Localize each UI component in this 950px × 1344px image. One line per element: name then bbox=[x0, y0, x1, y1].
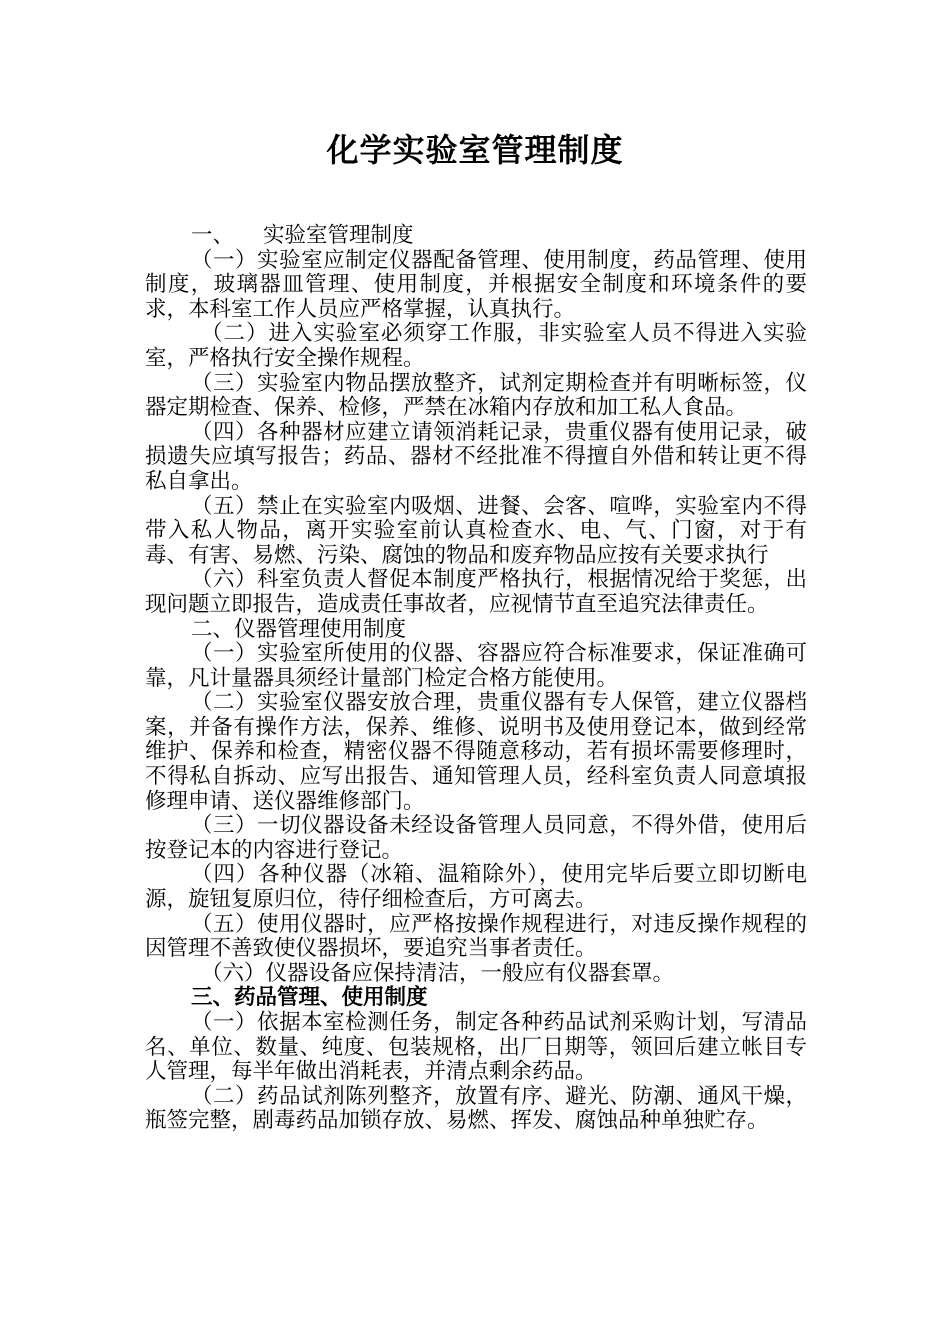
paragraph: （二）药品试剂陈列整齐，放置有序、避光、防潮、通风干燥，瓶签完整，剧毒药品加锁存放、易燃、挥发、腐蚀品种单独贮存。 bbox=[145, 1083, 807, 1134]
paragraph: （三）实验室内物品摆放整齐，试剂定期检查并有明晰标签，仪器定期检查、保养、检修，严禁在冰箱内存放和加工私人食品。 bbox=[145, 370, 807, 421]
paragraph: （五）禁止在实验室内吸烟、进餐、会客、喧哗，实验室内不得带入私人物品，离开实验室前认真检查水、电、气、门窗，对于有毒、有害、易燃、污染、腐蚀的物品和废弃物品应按有关要求执行 bbox=[145, 493, 807, 568]
paragraph: （一）实验室所使用的仪器、容器应符合标准要求，保证准确可靠，凡计量器具须经计量部门检定合格方能使用。 bbox=[145, 641, 807, 691]
paragraph: （六）科室负责人督促本制度严格执行，根据情况给于奖惩，出现问题立即报告，造成责任事故者，应视情节直至追究法律责任。 bbox=[145, 567, 807, 617]
paragraph: （四）各种仪器（冰箱、温箱除外），使用完毕后要立即切断电源，旋钮复原归位，待仔细检查后，方可离去。 bbox=[145, 862, 807, 913]
section-heading-number: 一、 bbox=[191, 223, 235, 248]
paragraph: （一）实验室应制定仪器配备管理、使用制度，药品管理、使用制度，玻璃器皿管理、使用制度，并根据安全制度和环境条件的要求，本科室工作人员应严格掌握，认真执行。 bbox=[145, 247, 807, 322]
paragraph: （三）一切仪器设备未经设备管理人员同意，不得外借，使用后按登记本的内容进行登记。 bbox=[145, 813, 807, 863]
section-heading-2: 二、仪器管理使用制度 bbox=[191, 616, 407, 642]
document-title: 化学实验室管理制度 bbox=[326, 131, 624, 169]
paragraph: （二）实验室仪器安放合理，贵重仪器有专人保管，建立仪器档案，并备有操作方法，保养、维修、说明书及使用登记本，做到经常维护、保养和检查，精密仪器不得随意移动，若有损坏需要修理时，不得私自拆动、应写出报告、通知管理人员，经科室负责人同意填报修理申请、送仪器维修部门。 bbox=[145, 690, 807, 814]
document-body bbox=[145, 224, 807, 1134]
paragraph: （四）各种器材应建立请领消耗记录，贵重仪器有使用记录，破损遗失应填写报告；药品、器材不经批准不得擅自外借和转让更不得私自拿出。 bbox=[145, 419, 807, 494]
section-heading-1 bbox=[145, 224, 807, 249]
paragraph: （六）仪器设备应保持清洁，一般应有仪器套罩。 bbox=[201, 960, 675, 986]
paragraph: （五）使用仪器时，应严格按操作规程进行，对违反操作规程的因管理不善致使仪器损坏，要追究当事者责任。 bbox=[145, 911, 807, 962]
paragraph: （一）依据本室检测任务，制定各种药品试剂采购计划，写清品名、单位、数量、纯度、包装规格，出厂日期等，领回后建立帐目专人管理，每半年做出消耗表，并清点剩余药品。 bbox=[145, 1010, 807, 1085]
section-heading-text: 实验室管理制度 bbox=[263, 223, 414, 248]
paragraph: （二）进入实验室必须穿工作服，非实验室人员不得进入实验室，严格执行安全操作规程。 bbox=[145, 321, 807, 371]
section-heading-3: 三、药品管理、使用制度 bbox=[191, 985, 428, 1011]
